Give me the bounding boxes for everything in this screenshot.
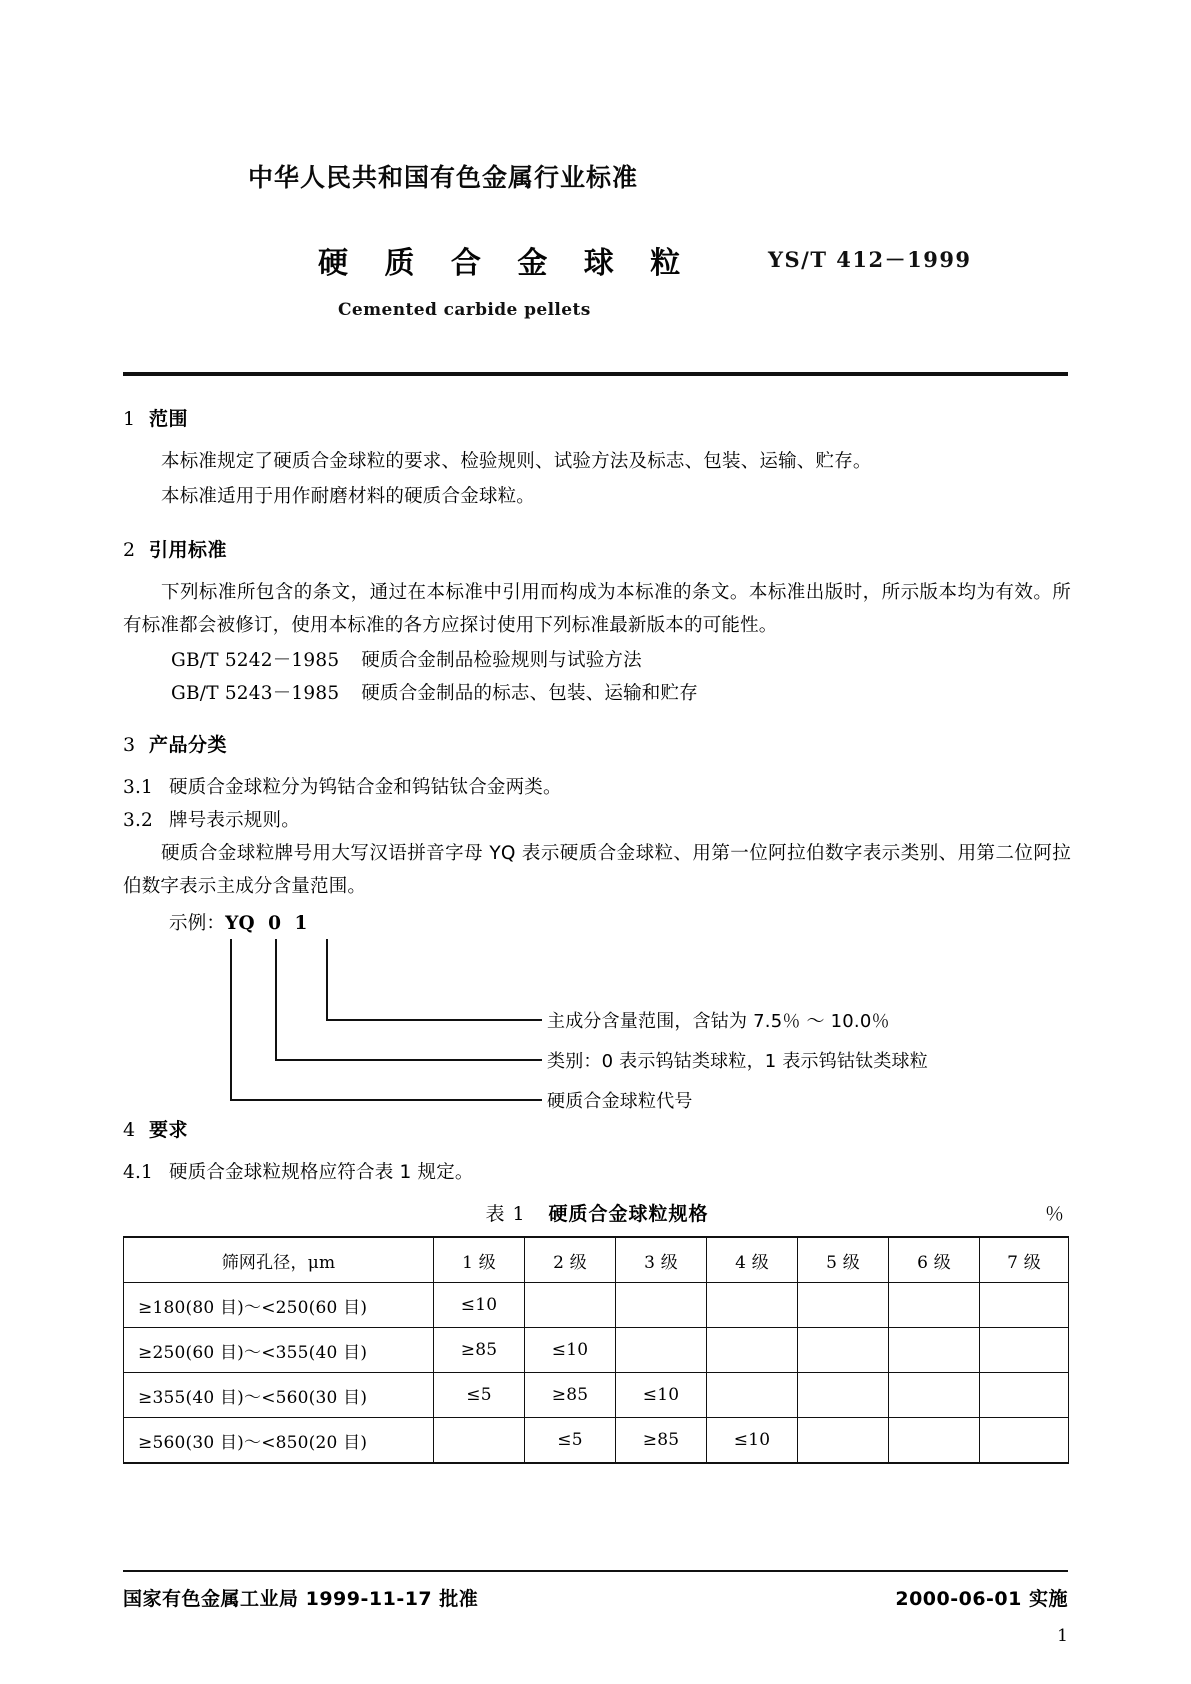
table-cell-sieve: ≥355(40 目)～<560(30 目) [124, 1373, 434, 1418]
document-body [123, 404, 1071, 1464]
designation-example [169, 909, 308, 935]
leader-line-horizontal-1 [326, 1019, 542, 1021]
column-header: 筛网孔径，μm [124, 1237, 434, 1283]
table-cell [525, 1283, 616, 1328]
table-cell: ≤10 [434, 1283, 525, 1328]
table-cell [798, 1418, 889, 1464]
column-header: 3 级 [616, 1237, 707, 1283]
section-heading-3 [123, 730, 1071, 757]
reference-code: GB/T 5242－1985 [171, 650, 340, 671]
leader-line-vertical-2 [275, 939, 277, 1061]
table-cell [707, 1373, 798, 1418]
section-heading-2 [123, 535, 1071, 562]
table-cell [707, 1283, 798, 1328]
table-cell-sieve: ≥560(30 目)～<850(20 目) [124, 1418, 434, 1464]
page-number: 1 [1057, 1626, 1068, 1646]
table-header-row [124, 1237, 1069, 1283]
section-heading-1 [123, 404, 1071, 431]
table-cell: ≤5 [434, 1373, 525, 1418]
section-number-1: 1 [123, 408, 136, 430]
table-cell: ≥85 [434, 1328, 525, 1373]
spacer [123, 710, 1071, 730]
clause-number-3-2: 3.2 [123, 810, 154, 831]
section-title-1: 范围 [149, 408, 189, 430]
table-cell [707, 1328, 798, 1373]
reference-title: 硬质合金制品检验规则与试验方法 [361, 650, 642, 671]
column-header: 5 级 [798, 1237, 889, 1283]
column-header: 7 级 [980, 1237, 1069, 1283]
english-subtitle: Cemented carbide pellets [338, 300, 591, 320]
clause-text-3-1: 硬质合金球粒分为钨钴合金和钨钴钛合金两类。 [169, 777, 562, 798]
clause-3-1 [123, 771, 1071, 804]
table-cell: ≤10 [525, 1328, 616, 1373]
section-number-2: 2 [123, 539, 136, 561]
designation-example-label: 示例： [169, 913, 226, 934]
reference-title: 硬质合金制品的标志、包装、运输和贮存 [361, 683, 698, 704]
clause-number-3-1: 3.1 [123, 777, 154, 798]
footer-divider [123, 1570, 1068, 1572]
column-header: 2 级 [525, 1237, 616, 1283]
clause-number-4-1: 4.1 [123, 1162, 154, 1183]
clause-4-1 [123, 1156, 1071, 1189]
section-3-paragraph-1: 硬质合金球粒牌号用大写汉语拼音字母 YQ 表示硬质合金球粒、用第一位阿拉伯数字表示类别、用第二位阿拉伯数字表示主成分含量范围。 [123, 843, 1071, 897]
table-row [124, 1283, 1069, 1328]
table-cell: ≤10 [616, 1373, 707, 1418]
designation-label-2: 类别：0 表示钨钴类球粒，1 表示钨钴钛类球粒 [547, 1051, 928, 1072]
table-cell [798, 1373, 889, 1418]
column-header: 1 级 [434, 1237, 525, 1283]
table-cell: ≤10 [707, 1418, 798, 1464]
table-cell [980, 1328, 1069, 1373]
section-1-paragraph-1: 本标准规定了硬质合金球粒的要求、检验规则、试验方法及标志、包装、运输、贮存。 [161, 451, 872, 472]
table-cell [434, 1418, 525, 1464]
standard-code: YS/T 412－1999 [768, 247, 972, 272]
table-cell-sieve: ≥250(60 目)～<355(40 目) [124, 1328, 434, 1373]
table-row [124, 1373, 1069, 1418]
table-cell [889, 1328, 980, 1373]
table-cell [980, 1373, 1069, 1418]
table-cell-sieve: ≥180(80 目)～<250(60 目) [124, 1283, 434, 1328]
table-cell [980, 1283, 1069, 1328]
table-cell [980, 1418, 1069, 1464]
footer-approval: 国家有色金属工业局 1999-11-17 批准 [123, 1588, 479, 1610]
designation-label-3: 硬质合金球粒代号 [547, 1091, 693, 1112]
table-cell [889, 1283, 980, 1328]
reference-item [123, 677, 1071, 710]
table-cell: ≥85 [616, 1418, 707, 1464]
section-number-3: 3 [123, 734, 136, 756]
title-row [0, 238, 1191, 282]
section-title-2: 引用标准 [149, 539, 228, 561]
leader-line-vertical-1 [326, 939, 328, 1021]
leader-line-vertical-3 [230, 939, 232, 1101]
reference-code: GB/T 5243－1985 [171, 683, 340, 704]
column-header: 4 级 [707, 1237, 798, 1283]
table-cell [889, 1418, 980, 1464]
section-title-3: 产品分类 [149, 734, 228, 756]
table-cell: ≥85 [525, 1373, 616, 1418]
table-cell [616, 1283, 707, 1328]
clause-text-4-1: 硬质合金球粒规格应符合表 1 规定。 [169, 1162, 474, 1183]
table-unit-label: ％ [1044, 1203, 1065, 1225]
column-header: 6 级 [889, 1237, 980, 1283]
table-caption-title: 硬质合金球粒规格 [548, 1203, 709, 1225]
header-divider [123, 372, 1068, 376]
table-caption-number: 表 1 [485, 1203, 526, 1225]
section-2-paragraph-1: 下列标准所包含的条文，通过在本标准中引用而构成为本标准的条文。本标准出版时，所示版本均为有效。所有标准都会被修订，使用本标准的各方应探讨使用下列标准最新版本的可能性。 [123, 582, 1071, 636]
table-row [124, 1418, 1069, 1464]
section-title-4: 要求 [149, 1119, 189, 1141]
leader-line-horizontal-2 [275, 1059, 542, 1061]
reference-item [123, 644, 1071, 677]
designation-diagram [123, 909, 1071, 1115]
footer-implementation: 2000-06-01 实施 [895, 1588, 1068, 1610]
masthead-standard-authority: 中华人民共和国有色金属行业标准 [248, 163, 639, 192]
section-heading-4 [123, 1115, 1071, 1142]
table-row [124, 1328, 1069, 1373]
page-title: 硬 质 合 金 球 粒 [318, 246, 694, 281]
specification-table [123, 1236, 1069, 1464]
table-cell [889, 1373, 980, 1418]
clause-text-3-2: 牌号表示规则。 [169, 810, 300, 831]
section-1-paragraph-2: 本标准适用于用作耐磨材料的硬质合金球粒。 [161, 486, 536, 507]
designation-example-code: YQ 0 1 [225, 913, 308, 934]
section-number-4: 4 [123, 1119, 136, 1141]
table-cell: ≤5 [525, 1418, 616, 1464]
table-cell [616, 1328, 707, 1373]
leader-line-horizontal-3 [230, 1099, 542, 1101]
clause-3-2 [123, 804, 1071, 837]
spacer [123, 515, 1071, 535]
table-cell [798, 1328, 889, 1373]
table-cell [798, 1283, 889, 1328]
designation-label-1: 主成分含量范围，含钴为 7.5％ ～ 10.0％ [547, 1011, 890, 1032]
table-caption [123, 1199, 1071, 1226]
